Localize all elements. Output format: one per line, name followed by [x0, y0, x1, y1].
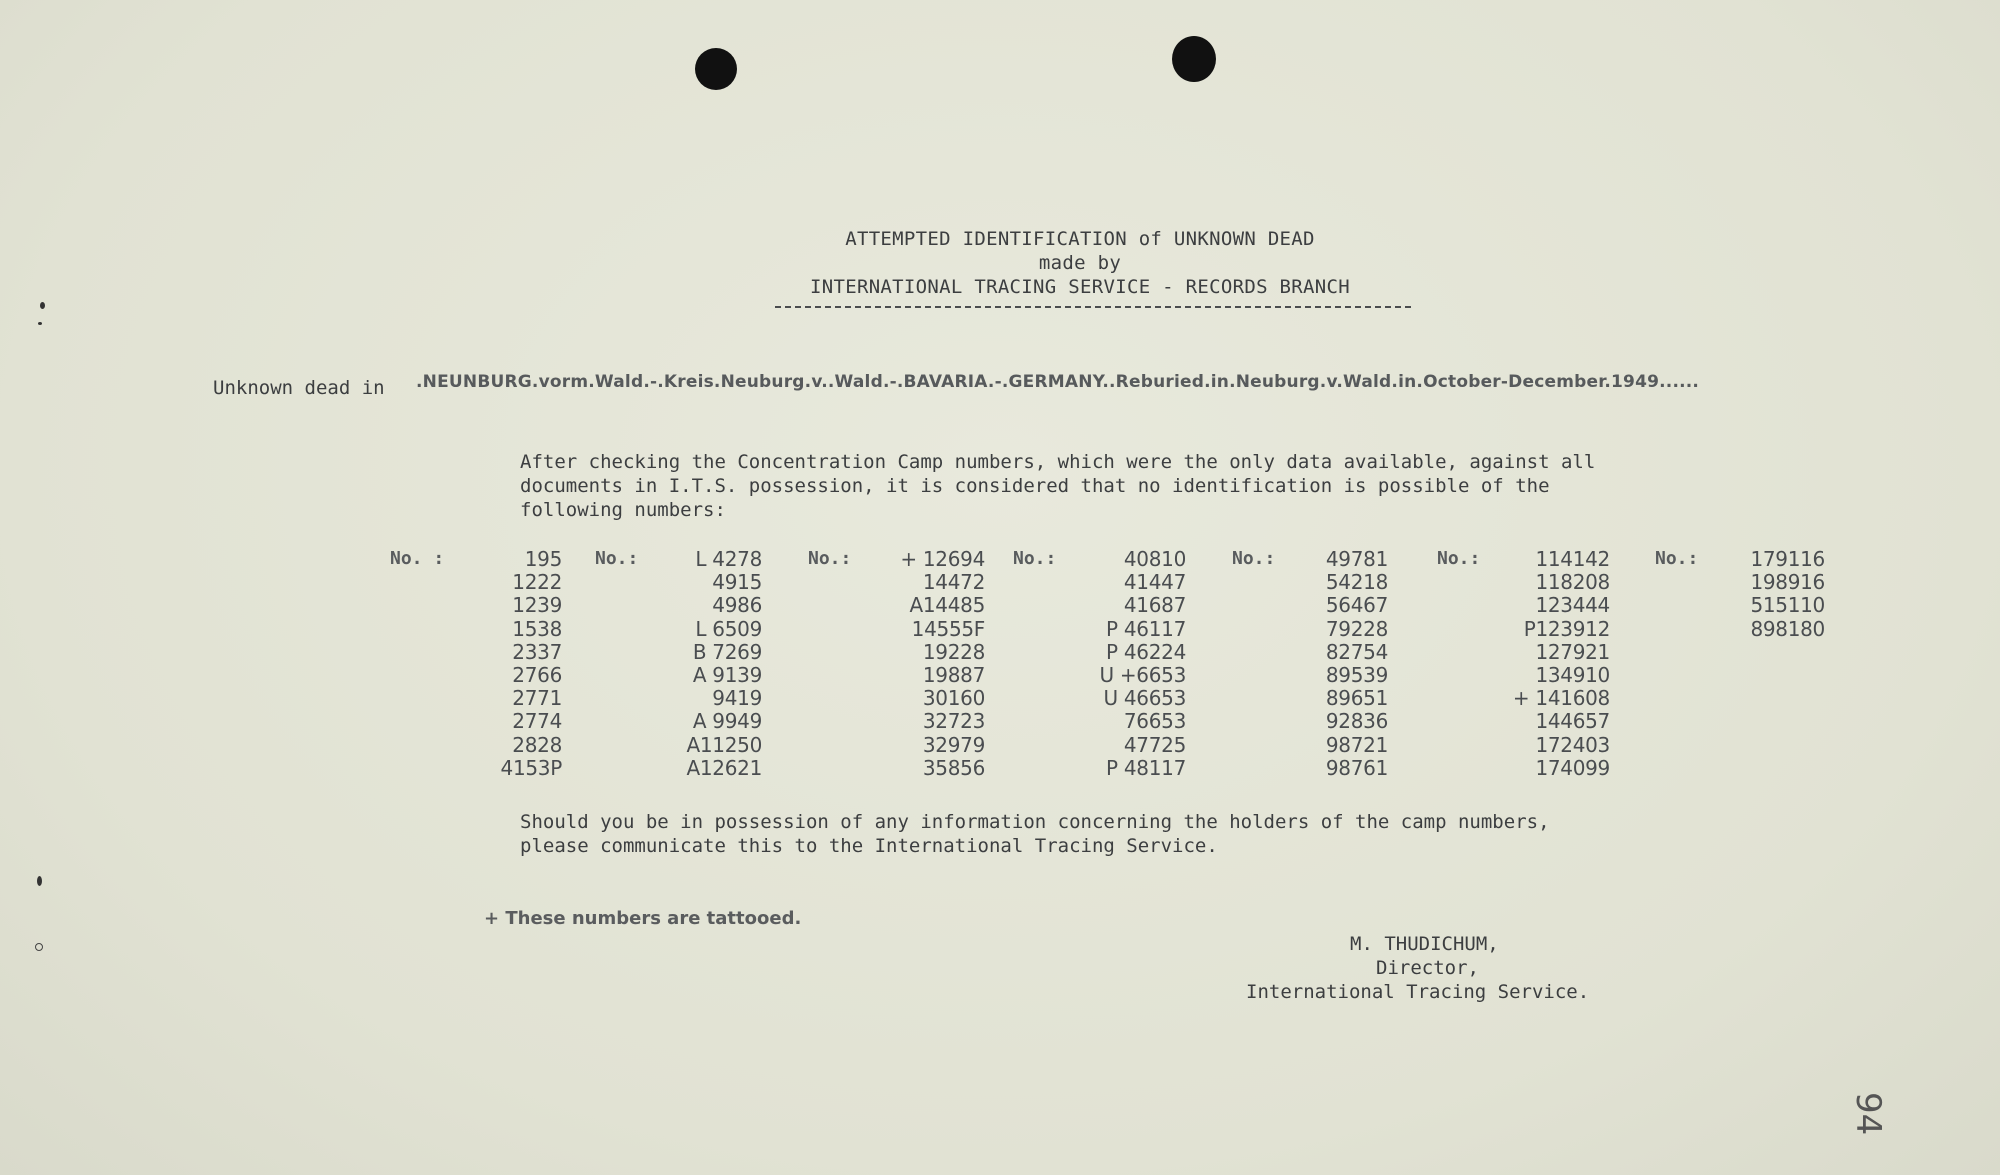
camp-number: P 46117 [1106, 616, 1186, 641]
camp-number: 1239 [512, 593, 562, 618]
punch-hole [1172, 36, 1216, 82]
camp-number: 174099 [1535, 755, 1610, 780]
camp-number: A 9949 [692, 709, 762, 734]
camp-number: 14555F [911, 616, 985, 641]
camp-number: 35856 [922, 755, 985, 780]
tattoo-footnote: + These numbers are tattooed. [484, 908, 802, 929]
camp-number: 4915 [712, 570, 762, 595]
number-column-label: No.: [1437, 548, 1481, 569]
page-number: 94 [1848, 1092, 1888, 1136]
unknown-dead-label: Unknown dead in [213, 377, 385, 399]
header-divider [775, 306, 1411, 308]
camp-number: 195 [524, 547, 562, 571]
camp-number: 179116 [1750, 547, 1825, 571]
camp-number: 89539 [1325, 663, 1388, 688]
camp-number: 2828 [512, 732, 562, 757]
camp-number: 127921 [1535, 639, 1610, 664]
number-column-label: No.: [808, 548, 852, 569]
camp-number: 56467 [1325, 593, 1388, 618]
camp-number: P123912 [1523, 616, 1610, 641]
camp-number: + 12694 [900, 547, 985, 571]
camp-number: 98721 [1325, 732, 1388, 757]
margin-mark [37, 876, 42, 886]
camp-number: 172403 [1535, 732, 1610, 757]
camp-number: 49781 [1325, 547, 1388, 571]
camp-number: 118208 [1535, 570, 1610, 595]
camp-number: A 9139 [692, 663, 762, 688]
camp-number: 47725 [1123, 732, 1186, 757]
camp-number: 2774 [512, 709, 562, 734]
number-column [1080, 548, 1186, 780]
number-column-label: No.: [595, 548, 639, 569]
camp-number: L 6509 [695, 616, 762, 641]
unknown-dead-location: .NEUNBURG.vorm.Wald.-.Kreis.Neuburg.v..Wald.-.BAVARIA.-.GERMANY..Reburied.in.Neuburg.v.Wald.in.October-December.1949...... [416, 372, 1700, 392]
signatory-name: M. THUDICHUM, [1350, 933, 1499, 955]
margin-mark [38, 322, 42, 325]
margin-mark [40, 302, 45, 309]
camp-number: L 4278 [695, 547, 762, 571]
margin-mark [35, 943, 43, 951]
camp-number: 41687 [1123, 593, 1186, 618]
camp-number: U 46653 [1103, 686, 1186, 711]
number-column-label: No.: [1232, 548, 1276, 569]
camp-number: 14472 [922, 570, 985, 595]
closing-paragraph: Should you be in possession of any information concerning the holders of the camp numbers, please communicate this to the International Tracing Service. [520, 811, 1550, 857]
header-title: ATTEMPTED IDENTIFICATION of UNKNOWN DEAD [845, 228, 1315, 250]
camp-number: 4986 [712, 593, 762, 618]
camp-number: A14485 [909, 593, 985, 618]
number-column [875, 548, 985, 780]
signatory-title: Director, [1376, 957, 1479, 979]
camp-number: 4153P [500, 755, 562, 780]
camp-number: 32979 [922, 732, 985, 757]
punch-hole [695, 48, 737, 90]
camp-number: 114142 [1535, 547, 1610, 571]
camp-number: 898180 [1750, 616, 1825, 641]
camp-number: 1538 [512, 616, 562, 641]
camp-number: 2766 [512, 663, 562, 688]
camp-number: 89651 [1325, 686, 1388, 711]
camp-number: 19887 [922, 663, 985, 688]
number-column [1488, 548, 1610, 780]
header-organization: INTERNATIONAL TRACING SERVICE - RECORDS BRANCH [810, 276, 1350, 298]
camp-number: 2771 [512, 686, 562, 711]
camp-number: 515110 [1750, 593, 1825, 618]
number-column [490, 548, 562, 780]
number-column [1310, 548, 1388, 780]
number-column [680, 548, 762, 780]
camp-number: 76653 [1123, 709, 1186, 734]
number-column-label: No. : [390, 548, 445, 569]
camp-number: 92836 [1325, 709, 1388, 734]
number-column-label: No.: [1013, 548, 1057, 569]
camp-number: 30160 [922, 686, 985, 711]
camp-number: U +6653 [1099, 663, 1186, 688]
camp-number: 40810 [1123, 547, 1186, 571]
number-column-label: No.: [1655, 548, 1699, 569]
header-subtitle: made by [1038, 252, 1122, 274]
camp-number: 41447 [1123, 570, 1186, 595]
camp-number: 2337 [512, 639, 562, 664]
camp-number: 54218 [1325, 570, 1388, 595]
camp-number: 82754 [1325, 639, 1388, 664]
camp-number: 134910 [1535, 663, 1610, 688]
camp-number: + 141608 [1512, 686, 1610, 711]
camp-number: 144657 [1535, 709, 1610, 734]
camp-number: B 7269 [692, 639, 762, 664]
number-column [1745, 548, 1825, 641]
camp-number: 9419 [712, 686, 762, 711]
camp-number: P 46224 [1106, 639, 1186, 664]
intro-paragraph: After checking the Concentration Camp numbers, which were the only data available, against all documents in I.T.S. possession, it is considered that no identification is possible of the following numbers: [520, 451, 1596, 521]
camp-number: 79228 [1325, 616, 1388, 641]
camp-number: 32723 [922, 709, 985, 734]
camp-number: 123444 [1535, 593, 1610, 618]
camp-number: 98761 [1325, 755, 1388, 780]
camp-number: A12621 [686, 755, 762, 780]
signatory-organization: International Tracing Service. [1246, 981, 1590, 1003]
camp-number: A11250 [686, 732, 762, 757]
camp-number: 1222 [512, 570, 562, 595]
camp-number: 198916 [1750, 570, 1825, 595]
camp-number: P 48117 [1106, 755, 1186, 780]
camp-number: 19228 [922, 639, 985, 664]
signature-block [1246, 932, 1646, 1004]
